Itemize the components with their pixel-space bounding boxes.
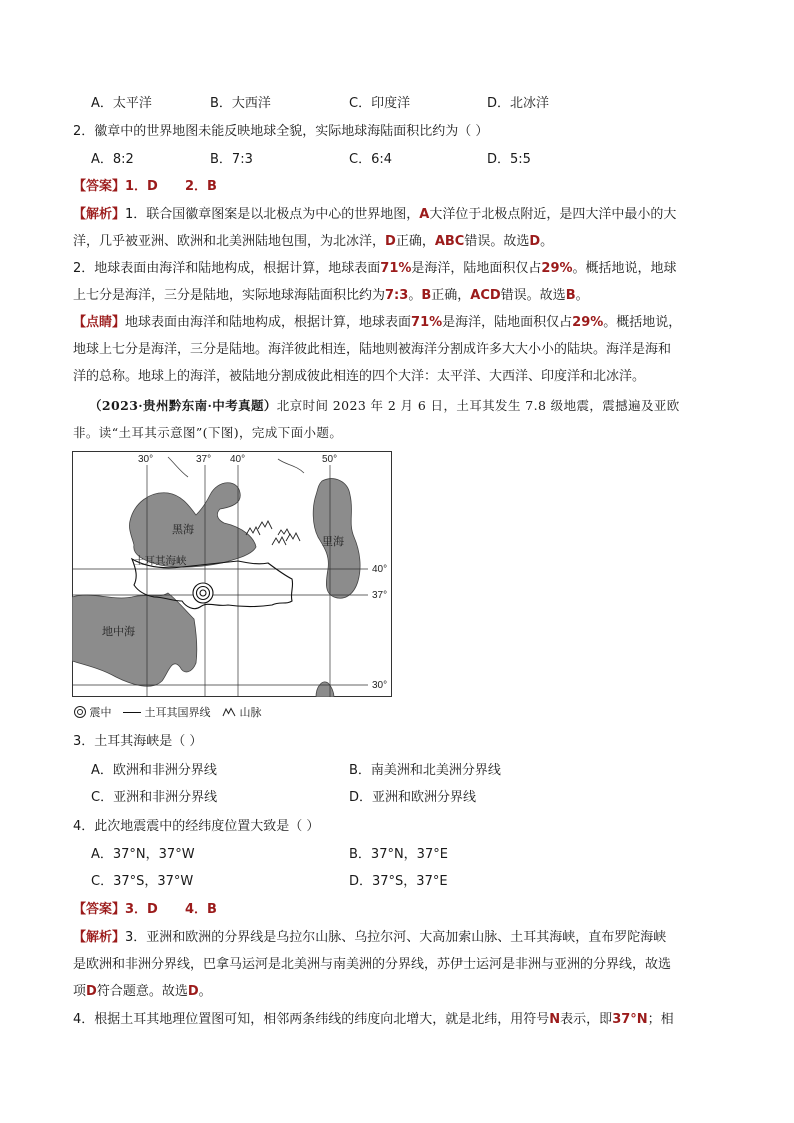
mediterranean-label: 地中海 <box>102 626 135 638</box>
q4-option-c: C．37°S，37°W <box>91 874 194 889</box>
analysis-text: 。 <box>408 288 422 303</box>
answer-text: 3．D 4．B <box>125 902 217 917</box>
intro-line-1 <box>89 397 680 415</box>
answer-block-2 <box>73 901 217 919</box>
analysis-highlight: 29% <box>541 261 573 276</box>
answer-tag: 【答案】 <box>73 902 126 917</box>
tip-text: 是海洋，陆地面积仅占 <box>442 315 573 330</box>
analysis-highlight: B <box>421 288 432 303</box>
caspian-sea-label: 里海 <box>322 536 344 548</box>
analysis-text: 。 <box>575 288 589 303</box>
analysis-highlight: A <box>419 207 430 222</box>
q3-option-c: C．亚洲和非洲分界线 <box>91 790 218 805</box>
analysis-2-line-1 <box>73 260 677 278</box>
map-legend <box>74 706 262 720</box>
strait-label: 土耳其海峡 <box>134 555 187 567</box>
tip-line-1 <box>73 314 681 332</box>
analysis-highlight: D <box>529 234 541 249</box>
legend-epicenter-label: 震中 <box>89 706 112 719</box>
analysis-2-line-2 <box>73 287 589 305</box>
lat-label-30: 30° <box>372 680 388 691</box>
analysis-tag: 【解析】 <box>73 207 126 222</box>
tip-tag: 【点睛】 <box>73 315 126 330</box>
analysis-text: ；相 <box>647 1012 674 1027</box>
q1-option-b: B．大西洋 <box>210 96 271 111</box>
analysis-highlight: 71% <box>380 261 412 276</box>
analysis-text: 1．联合国徽章图案是以北极点为中心的世界地图， <box>125 207 420 222</box>
analysis-text: 4．根据土耳其地理位置图可知，相邻两条纬线的纬度向北增大，就是北纬，用符号 <box>73 1012 550 1027</box>
q3-stem: 3．土耳其海峡是（ ） <box>73 734 203 749</box>
analysis-highlight: 7:3 <box>385 288 409 303</box>
analysis-highlight: B <box>565 288 576 303</box>
black-sea-label: 黑海 <box>172 524 194 536</box>
tip-highlight: 29% <box>572 315 604 330</box>
analysis-highlight: ABC <box>434 234 465 249</box>
q4-option-b: B．37°N，37°E <box>349 847 448 862</box>
q3-option-a: A．欧洲和非洲分界线 <box>91 763 217 778</box>
q3-option-d: D．亚洲和欧洲分界线 <box>349 790 477 805</box>
analysis-text: 正确， <box>395 234 435 249</box>
analysis-highlight: D <box>86 984 97 999</box>
analysis-3-line-1 <box>73 929 666 947</box>
q2-option-b: B．7:3 <box>210 152 253 167</box>
analysis-3-line-2: 是欧洲和非洲分界线，巴拿马运河是北美洲与南美洲的分界线，苏伊士运河是非洲与亚洲的分界线，故选 <box>73 957 672 972</box>
q1-option-a: A．太平洋 <box>91 96 152 111</box>
q4-stem: 4．此次地震震中的经纬度位置大致是（ ） <box>73 819 320 834</box>
tip-highlight: 71% <box>411 315 443 330</box>
tip-text: 地球表面由海洋和陆地构成，根据计算，地球表面 <box>125 315 412 330</box>
tip-text: 。概括地说， <box>603 315 682 330</box>
lon-label-37: 37° <box>196 454 212 465</box>
q4-option-a: A．37°N，37°W <box>91 847 195 862</box>
analysis-text: 错误。故选 <box>500 288 566 303</box>
analysis-highlight: ACD <box>470 288 501 303</box>
intro-line-2: 非。读“土耳其示意图”(下图)，完成下面小题。 <box>73 425 343 440</box>
lat-label-40: 40° <box>372 564 388 575</box>
analysis-text: 正确， <box>431 288 471 303</box>
tip-line-2: 地球上七分是海洋，三分是陆地。海洋彼此相连，陆地则被海洋分割成许多大大小小的陆块。海洋是海和 <box>73 342 672 357</box>
analysis-text: 符合题意。故选 <box>96 984 188 999</box>
analysis-1-line-1 <box>73 206 676 224</box>
analysis-text: 。 <box>540 234 554 249</box>
q2-option-a: A．8:2 <box>91 152 134 167</box>
lon-label-30: 30° <box>138 454 154 465</box>
analysis-text: 项 <box>73 984 87 999</box>
intro-text: 北京时间 2023 年 2 月 6 日，土耳其发生 7.8 级地震，震撼遍及亚欧 <box>276 398 680 413</box>
q4-option-d: D．37°S，37°E <box>349 874 448 889</box>
intro-source: （2023·贵州黔东南·中考真题） <box>89 398 277 413</box>
analysis-text: 大洋位于北极点附近，是四大洋中最小的大 <box>429 207 677 222</box>
analysis-text: 3．亚洲和欧洲的分界线是乌拉尔山脉、乌拉尔河、大高加索山脉、土耳其海峡，直布罗陀海峡 <box>125 930 667 945</box>
analysis-text: 错误。故选 <box>464 234 530 249</box>
analysis-highlight: D <box>187 984 199 999</box>
analysis-1-line-2 <box>73 233 553 251</box>
q3-option-b: B．南美洲和北美洲分界线 <box>349 763 501 778</box>
epicenter-legend-icon <box>74 706 86 718</box>
analysis-highlight: 37°N <box>612 1012 648 1027</box>
legend-mountain-label: 山脉 <box>239 706 262 719</box>
analysis-text: 洋，几乎被亚洲、欧洲和北美洲陆地包围，为北冰洋， <box>73 234 386 249</box>
analysis-4-line-1 <box>73 1011 674 1029</box>
turkey-map <box>72 451 392 697</box>
q2-stem: 2．徽章中的世界地图未能反映地球全貌，实际地球海陆面积比约为（ ） <box>73 124 489 139</box>
analysis-text: 。 <box>198 984 212 999</box>
answer-tag: 【答案】 <box>73 179 126 194</box>
lon-label-40: 40° <box>230 454 246 465</box>
mountain-legend-icon <box>222 706 240 719</box>
analysis-text: 上七分是海洋，三分是陆地，实际地球海陆面积比约为 <box>73 288 386 303</box>
analysis-3-line-3 <box>73 983 212 1001</box>
answer-text: 1．D 2．B <box>125 179 217 194</box>
q2-option-d: D．5:5 <box>487 152 531 167</box>
analysis-text: 表示，即 <box>560 1012 613 1027</box>
analysis-highlight: D <box>385 234 396 249</box>
analysis-highlight: N <box>549 1012 561 1027</box>
q1-option-d: D．北冰洋 <box>487 96 550 111</box>
answer-block-1 <box>73 178 217 196</box>
analysis-text: 2．地球表面由海洋和陆地构成，根据计算，地球表面 <box>73 261 381 276</box>
legend-border-label: 土耳其国界线 <box>144 706 211 719</box>
lat-label-37: 37° <box>372 590 388 601</box>
q1-option-c: C．印度洋 <box>349 96 411 111</box>
analysis-text: 是海洋，陆地面积仅占 <box>411 261 542 276</box>
analysis-tag: 【解析】 <box>73 930 126 945</box>
q2-option-c: C．6:4 <box>349 152 392 167</box>
lon-label-50: 50° <box>322 454 338 465</box>
border-legend-icon <box>123 712 141 713</box>
analysis-text: 。概括地说，地球 <box>572 261 677 276</box>
epicenter-symbol <box>193 583 213 603</box>
tip-line-3: 洋的总称。地球上的海洋，被陆地分割成彼此相连的四个大洋：太平洋、大西洋、印度洋和北冰洋。 <box>73 369 646 384</box>
